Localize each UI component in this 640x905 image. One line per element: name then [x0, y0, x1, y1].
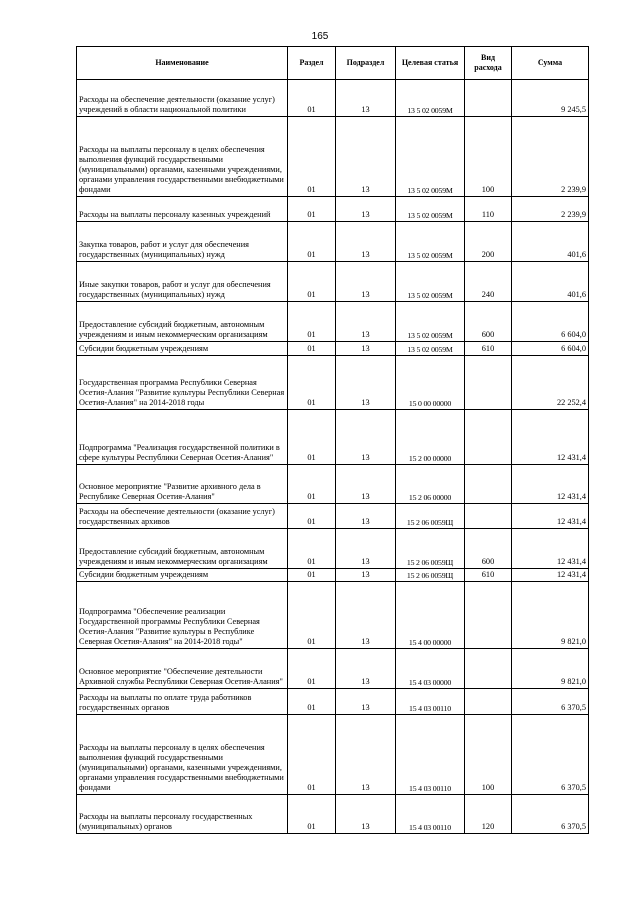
row-expense-type: 610	[465, 569, 512, 582]
row-subsection: 13	[336, 342, 396, 356]
row-section: 01	[288, 262, 336, 302]
row-subsection: 13	[336, 356, 396, 410]
row-subsection: 13	[336, 117, 396, 197]
row-target: 13 5 02 0059М	[396, 197, 465, 222]
row-subsection: 13	[336, 582, 396, 649]
row-subsection: 13	[336, 649, 396, 689]
table-row	[77, 356, 589, 410]
table-row	[77, 715, 589, 795]
row-expense-type	[465, 410, 512, 465]
row-section: 01	[288, 504, 336, 529]
row-subsection: 13	[336, 222, 396, 262]
row-section: 01	[288, 117, 336, 197]
row-name: Иные закупки товаров, работ и услуг для обеспечения государственных (муниципальных) нужд	[77, 262, 288, 302]
row-section: 01	[288, 715, 336, 795]
row-expense-type: 610	[465, 342, 512, 356]
header-expense-type: Вид расхода	[465, 47, 512, 80]
page-number: 165	[311, 31, 329, 42]
row-expense-type: 600	[465, 302, 512, 342]
row-subsection: 13	[336, 504, 396, 529]
row-name: Основное мероприятие "Обеспечение деятельности Архивной службы Республики Северная Осетия-Алания"	[77, 649, 288, 689]
row-expense-type	[465, 465, 512, 504]
row-name: Расходы на выплаты по оплате труда работников государственных органов	[77, 689, 288, 715]
table-row	[77, 795, 589, 834]
row-target: 15 4 03 00110	[396, 795, 465, 834]
row-section: 01	[288, 342, 336, 356]
row-name: Расходы на выплаты персоналу в целях обеспечения выполнения функций государственными (муниципальными) органами, казенными учреждениями, органами управления государственными внебюджетными фондами	[77, 117, 288, 197]
row-target: 15 2 06 0059Щ	[396, 569, 465, 582]
row-name: Расходы на выплаты персоналу казенных учреждений	[77, 197, 288, 222]
row-name: Расходы на обеспечение деятельности (оказание услуг) учреждений в области национальной политики	[77, 80, 288, 117]
row-amount: 2 239,9	[512, 197, 589, 222]
row-name: Государственная программа Республики Северная Осетия-Алания "Развитие культуры Республики Северная Осетия-Алания" на 2014-2018 годы	[77, 356, 288, 410]
row-name: Субсидии бюджетным учреждениям	[77, 342, 288, 356]
row-name: Закупка товаров, работ и услуг для обеспечения государственных (муниципальных) нужд	[77, 222, 288, 262]
row-amount: 9 245,5	[512, 80, 589, 117]
row-amount: 12 431,4	[512, 529, 589, 569]
row-subsection: 13	[336, 465, 396, 504]
row-amount: 6 370,5	[512, 689, 589, 715]
table-header-row	[77, 47, 589, 80]
row-expense-type	[465, 80, 512, 117]
row-target: 13 5 02 0059М	[396, 80, 465, 117]
table-row	[77, 504, 589, 529]
row-name: Предоставление субсидий бюджетным, автономным учреждениям и иным некоммерческим организациям	[77, 529, 288, 569]
row-target: 15 2 00 00000	[396, 410, 465, 465]
row-amount: 12 431,4	[512, 410, 589, 465]
row-name: Расходы на выплаты персоналу в целях обеспечения выполнения функций государственными (муниципальными) органами, казенными учреждениями, органами управления государственными внебюджетными фондами	[77, 715, 288, 795]
row-target: 15 4 03 00000	[396, 649, 465, 689]
header-amount: Сумма	[512, 47, 589, 80]
row-section: 01	[288, 795, 336, 834]
row-target: 15 2 06 00000	[396, 465, 465, 504]
row-section: 01	[288, 222, 336, 262]
row-section: 01	[288, 356, 336, 410]
row-subsection: 13	[336, 569, 396, 582]
row-target: 15 4 00 00000	[396, 582, 465, 649]
row-subsection: 13	[336, 302, 396, 342]
table-row	[77, 80, 589, 117]
table-row	[77, 302, 589, 342]
row-section: 01	[288, 80, 336, 117]
table-row	[77, 197, 589, 222]
row-expense-type: 100	[465, 715, 512, 795]
table-row	[77, 649, 589, 689]
row-expense-type	[465, 356, 512, 410]
row-name: Основное мероприятие "Развитие архивного дела в Республике Северная Осетия-Алания"	[77, 465, 288, 504]
row-section: 01	[288, 465, 336, 504]
row-subsection: 13	[336, 262, 396, 302]
row-target: 13 5 02 0059М	[396, 222, 465, 262]
row-subsection: 13	[336, 80, 396, 117]
row-expense-type	[465, 649, 512, 689]
row-amount: 6 370,5	[512, 795, 589, 834]
row-section: 01	[288, 569, 336, 582]
row-section: 01	[288, 582, 336, 649]
row-subsection: 13	[336, 197, 396, 222]
row-expense-type	[465, 689, 512, 715]
row-amount: 9 821,0	[512, 649, 589, 689]
row-expense-type: 600	[465, 529, 512, 569]
header-name: Наименование	[77, 47, 288, 80]
row-amount: 6 370,5	[512, 715, 589, 795]
row-subsection: 13	[336, 715, 396, 795]
row-amount: 2 239,9	[512, 117, 589, 197]
row-expense-type: 240	[465, 262, 512, 302]
row-subsection: 13	[336, 689, 396, 715]
row-expense-type	[465, 504, 512, 529]
row-name: Расходы на выплаты персоналу государственных (муниципальных) органов	[77, 795, 288, 834]
table-row	[77, 582, 589, 649]
row-amount: 12 431,4	[512, 569, 589, 582]
row-section: 01	[288, 689, 336, 715]
table-row	[77, 410, 589, 465]
row-amount: 22 252,4	[512, 356, 589, 410]
row-expense-type	[465, 582, 512, 649]
row-target: 15 4 03 00110	[396, 689, 465, 715]
budget-table	[76, 46, 589, 834]
row-amount: 401,6	[512, 222, 589, 262]
table-row	[77, 689, 589, 715]
table-row	[77, 222, 589, 262]
table-row	[77, 465, 589, 504]
table-row	[77, 529, 589, 569]
table-row	[77, 342, 589, 356]
row-target: 13 5 02 0059М	[396, 302, 465, 342]
row-section: 01	[288, 410, 336, 465]
row-expense-type: 100	[465, 117, 512, 197]
row-target: 15 0 00 00000	[396, 356, 465, 410]
header-section: Раздел	[288, 47, 336, 80]
row-name: Субсидии бюджетным учреждениям	[77, 569, 288, 582]
row-name: Предоставление субсидий бюджетным, автономным учреждениям и иным некоммерческим организациям	[77, 302, 288, 342]
table-row	[77, 569, 589, 582]
row-expense-type: 200	[465, 222, 512, 262]
row-target: 13 5 02 0059М	[396, 342, 465, 356]
row-section: 01	[288, 529, 336, 569]
row-target: 13 5 02 0059М	[396, 262, 465, 302]
row-name: Расходы на обеспечение деятельности (оказание услуг) государственных архивов	[77, 504, 288, 529]
table-row	[77, 262, 589, 302]
row-subsection: 13	[336, 410, 396, 465]
row-amount: 12 431,4	[512, 465, 589, 504]
row-section: 01	[288, 197, 336, 222]
row-section: 01	[288, 302, 336, 342]
header-target: Целевая статья	[396, 47, 465, 80]
row-target: 13 5 02 0059М	[396, 117, 465, 197]
row-amount: 401,6	[512, 262, 589, 302]
row-amount: 12 431,4	[512, 504, 589, 529]
row-target: 15 4 03 00110	[396, 715, 465, 795]
row-amount: 6 604,0	[512, 342, 589, 356]
row-name: Подпрограмма "Реализация государственной политики в сфере культуры Республики Северная Осетия-Алания"	[77, 410, 288, 465]
row-name: Подпрограмма "Обеспечение реализации Государственной программы Республики Северная Осетия-Алания "Развитие культуры в Республике Северная Осетия-Алания" на 2014-2018 годы"	[77, 582, 288, 649]
header-subsection: Подраздел	[336, 47, 396, 80]
row-expense-type: 120	[465, 795, 512, 834]
row-subsection: 13	[336, 529, 396, 569]
row-amount: 9 821,0	[512, 582, 589, 649]
row-target: 15 2 06 0059Щ	[396, 504, 465, 529]
row-amount: 6 604,0	[512, 302, 589, 342]
table-row	[77, 117, 589, 197]
row-target: 15 2 06 0059Щ	[396, 529, 465, 569]
row-section: 01	[288, 649, 336, 689]
row-subsection: 13	[336, 795, 396, 834]
row-expense-type: 110	[465, 197, 512, 222]
